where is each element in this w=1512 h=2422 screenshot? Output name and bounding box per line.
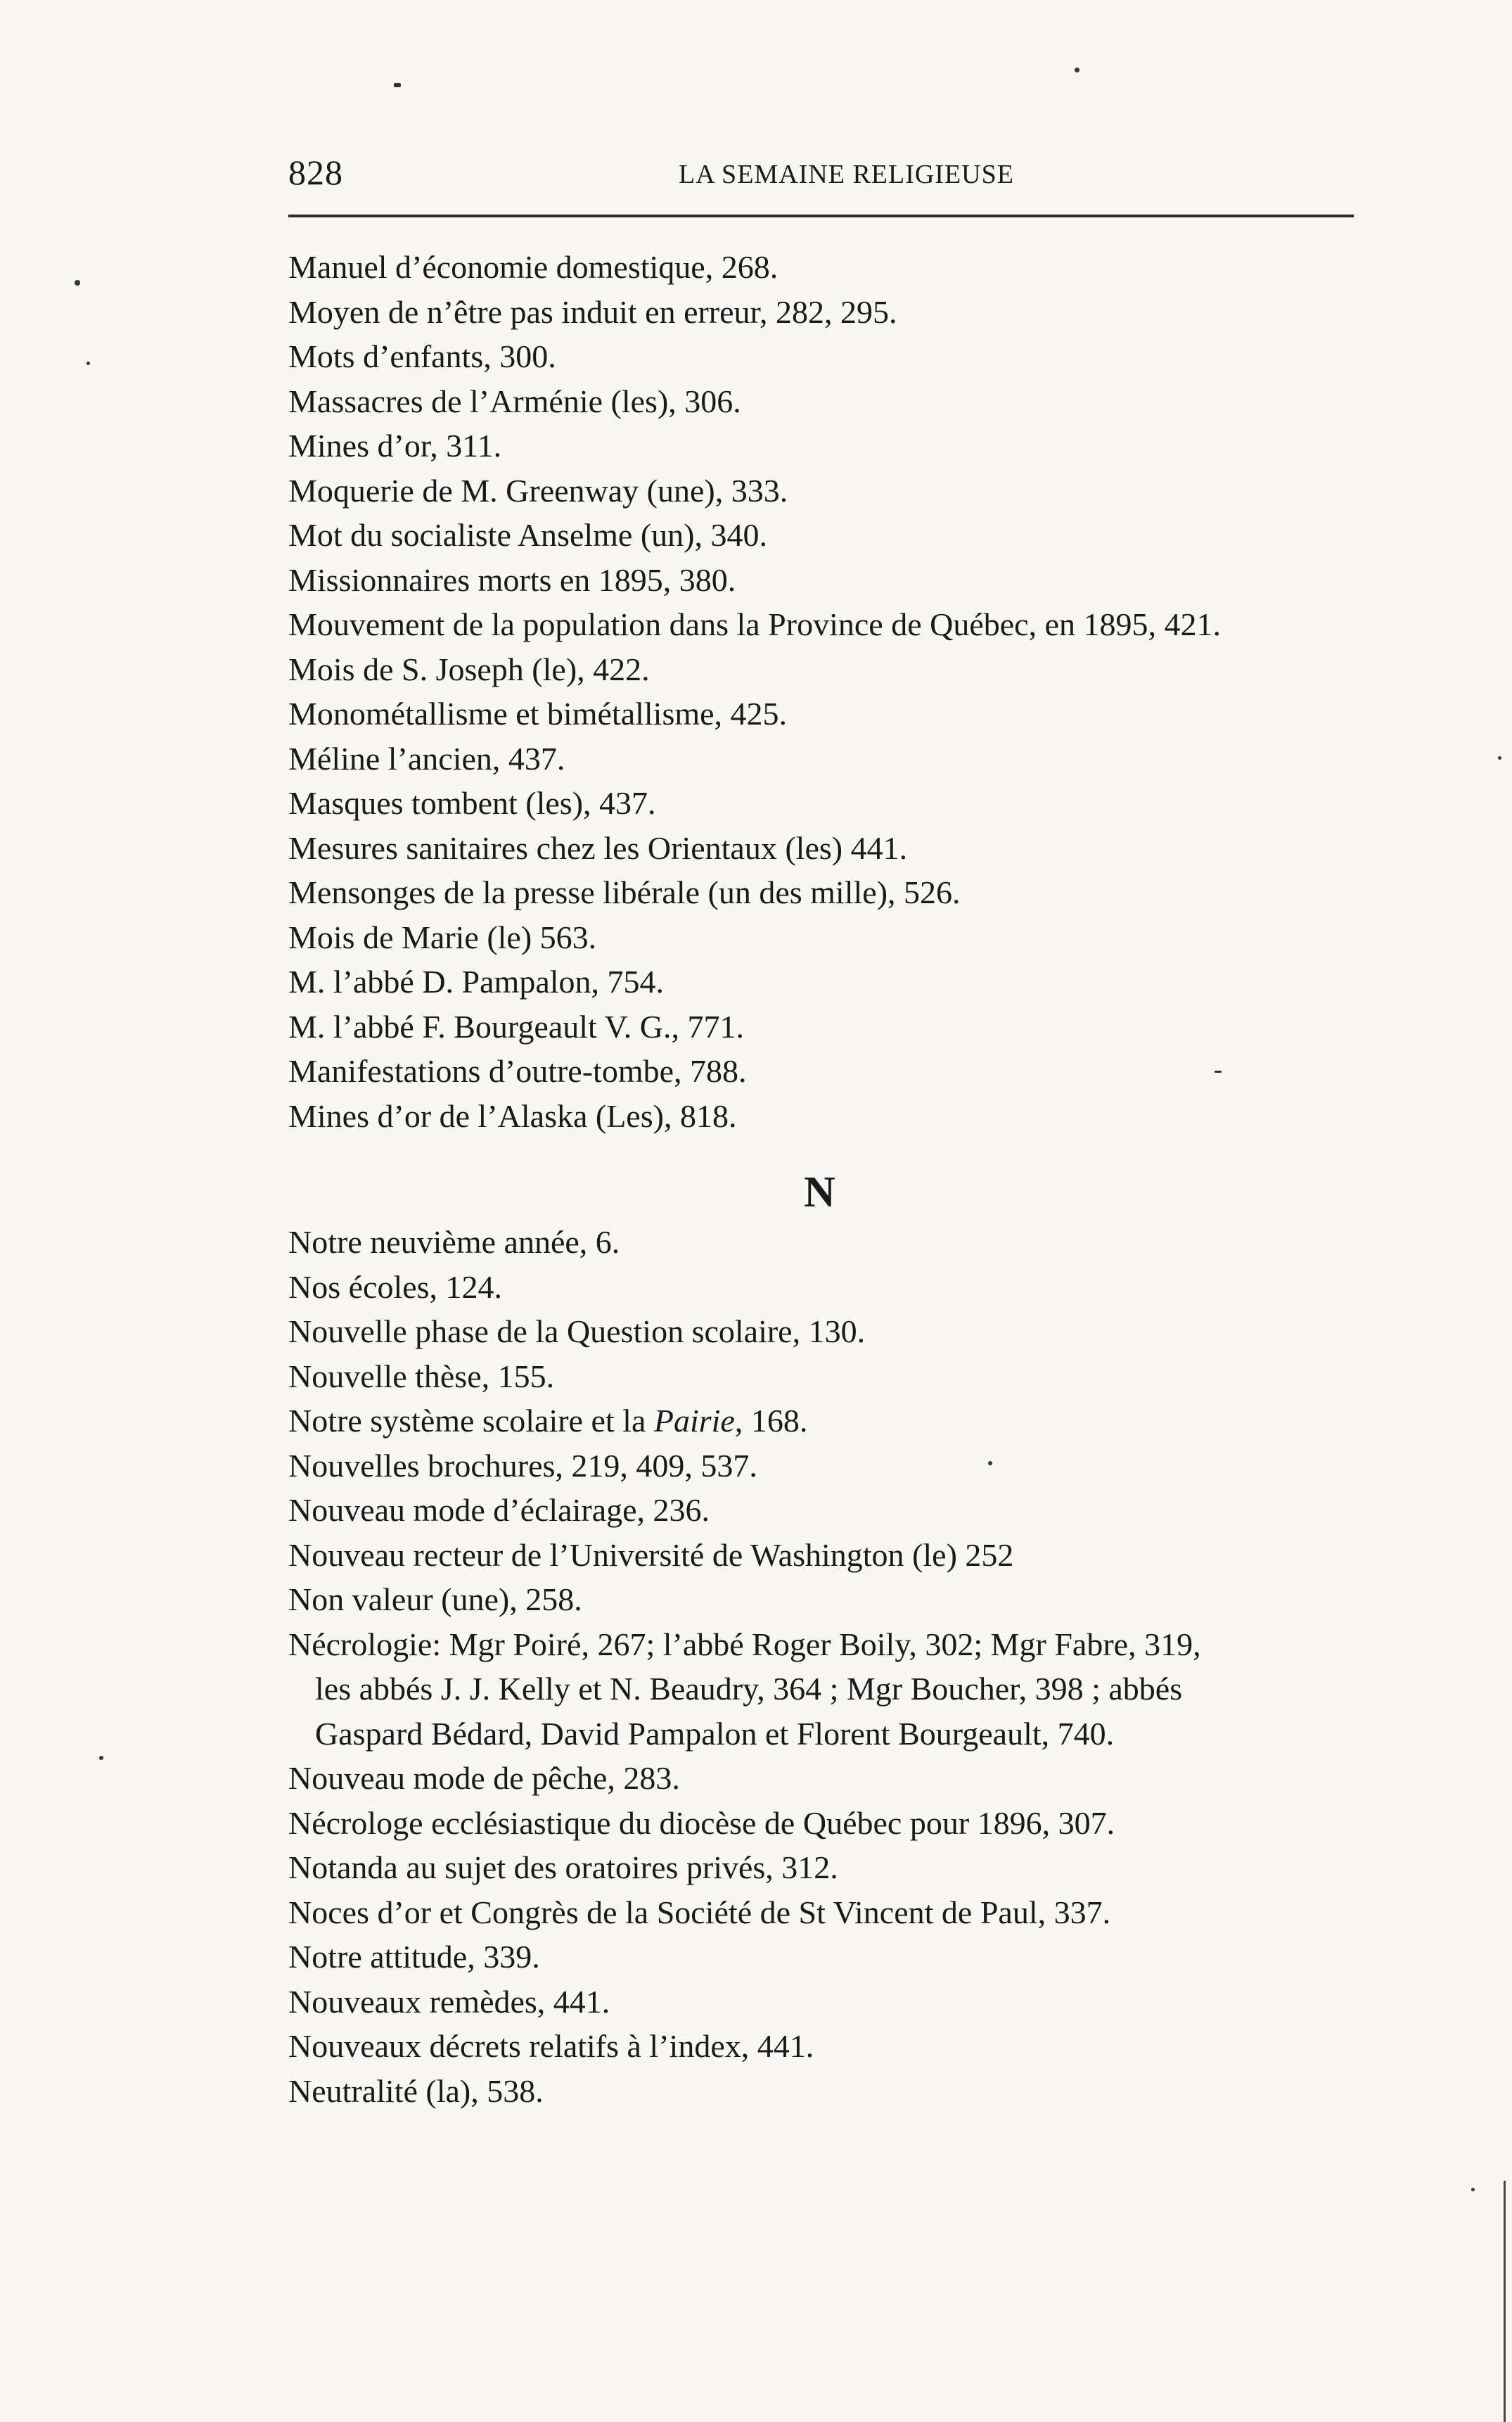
index-entry: Non valeur (une), 258. bbox=[288, 1581, 582, 1617]
index-entry: Mines d’or, 311. bbox=[288, 428, 502, 464]
entry-continuation-line: Gaspard Bédard, David Pampalon et Florent Bourgeault, 740. bbox=[315, 1715, 1115, 1752]
index-entry: Nouveau mode d’éclairage, 236. bbox=[288, 1492, 710, 1528]
index-entry: Mines d’or de l’Alaska (Les), 818. bbox=[288, 1097, 737, 1134]
running-title: LA SEMAINE RELIGIEUSE bbox=[679, 160, 1014, 189]
scan-speck bbox=[87, 362, 90, 365]
index-entry: Méline l’ancien, 437. bbox=[288, 740, 565, 777]
index-entry: M. l’abbé D. Pampalon, 754. bbox=[288, 964, 665, 1000]
scan-speck bbox=[1075, 68, 1079, 72]
page-number: 828 bbox=[288, 153, 343, 192]
index-entry: Noces d’or et Congrès de la Société de St Vincent de Paul, 337. bbox=[288, 1894, 1111, 1930]
index-entry: Moquerie de M. Greenway (une), 333. bbox=[288, 472, 788, 509]
entry-continuation-line: les abbés J. J. Kelly et N. Beaudry, 364 ; Mgr Boucher, 398 ; abbés bbox=[315, 1671, 1183, 1707]
index-entry: Mesures sanitaires chez les Orientaux (les) 441. bbox=[288, 829, 908, 866]
section-heading-n: N bbox=[804, 1168, 835, 1216]
index-entry: Nouveaux décrets relatifs à l’index, 441. bbox=[288, 2028, 814, 2064]
index-entry: Massacres de l’Arménie (les), 306. bbox=[288, 383, 741, 419]
index-entry: Nouveau mode de pêche, 283. bbox=[288, 1760, 680, 1796]
scan-speck bbox=[75, 280, 80, 286]
index-entry: Notre attitude, 339. bbox=[288, 1939, 540, 1975]
scan-speck bbox=[99, 1756, 103, 1760]
index-entry: Nouvelles brochures, 219, 409, 537. bbox=[288, 1447, 757, 1484]
index-entry: Nécrologe ecclésiastique du diocèse de Québec pour 1896, 307. bbox=[288, 1804, 1115, 1841]
scan-speck bbox=[1471, 2188, 1475, 2191]
index-entry: Masques tombent (les), 437. bbox=[288, 785, 656, 821]
index-entry: Nos écoles, 124. bbox=[288, 1268, 503, 1305]
index-entry: Mot du socialiste Anselme (un), 340. bbox=[288, 517, 767, 553]
index-entry: Notre neuvième année, 6. bbox=[288, 1224, 620, 1260]
entry-text: Notre système scolaire et la bbox=[288, 1403, 654, 1439]
scan-speck bbox=[394, 83, 401, 87]
index-entry: Neutralité (la), 538. bbox=[288, 2072, 544, 2109]
index-list-m bbox=[288, 245, 1371, 1138]
index-entry-necrologie bbox=[288, 1622, 1371, 1757]
entry-line: Nécrologie: Mgr Poiré, 267; l’abbé Roger Boily, 302; Mgr Fabre, 319, bbox=[288, 1626, 1201, 1662]
scan-speck bbox=[1498, 756, 1501, 760]
index-entry: Mois de Marie (le) 563. bbox=[288, 919, 597, 955]
entry-text: , 168. bbox=[734, 1403, 808, 1439]
scan-speck bbox=[1215, 1071, 1222, 1073]
index-entry: Manifestations d’outre-tombe, 788. bbox=[288, 1053, 747, 1089]
index-entry: M. l’abbé F. Bourgeault V. G., 771. bbox=[288, 1008, 744, 1045]
index-entry: Mois de S. Joseph (le), 422. bbox=[288, 651, 650, 687]
entry-italic-title: Pairie bbox=[653, 1403, 735, 1439]
index-entry: Missionnaires morts en 1895, 380. bbox=[288, 561, 736, 598]
page-header bbox=[288, 146, 1354, 196]
index-entry: Mensonges de la presse libérale (un des mille), 526. bbox=[288, 874, 961, 910]
index-entry: Nouveaux remèdes, 441. bbox=[288, 1983, 610, 2020]
index-list-n bbox=[288, 1220, 1371, 2113]
index-entry: Nouvelle phase de la Question scolaire, 130. bbox=[288, 1313, 866, 1349]
index-entry bbox=[288, 1398, 1371, 1443]
index-entry: Mouvement de la population dans la Province de Québec, en 1895, 421. bbox=[288, 606, 1222, 642]
index-entry: Manuel d’économie domestique, 268. bbox=[288, 249, 779, 285]
index-entry: Notanda au sujet des oratoires privés, 312. bbox=[288, 1849, 838, 1885]
scan-speck bbox=[988, 1461, 992, 1465]
index-entry: Moyen de n’être pas induit en erreur, 282, 295. bbox=[288, 293, 897, 330]
header-rule bbox=[288, 215, 1354, 217]
index-entry: Nouvelle thèse, 155. bbox=[288, 1358, 555, 1394]
index-entry: Nouveau recteur de l’Université de Washington (le) 252 bbox=[288, 1536, 1014, 1573]
scan-edge-line bbox=[1504, 2181, 1506, 2422]
index-entry: Monométallisme et bimétallisme, 425. bbox=[288, 696, 788, 732]
index-entry: Mots d’enfants, 300. bbox=[288, 338, 556, 374]
